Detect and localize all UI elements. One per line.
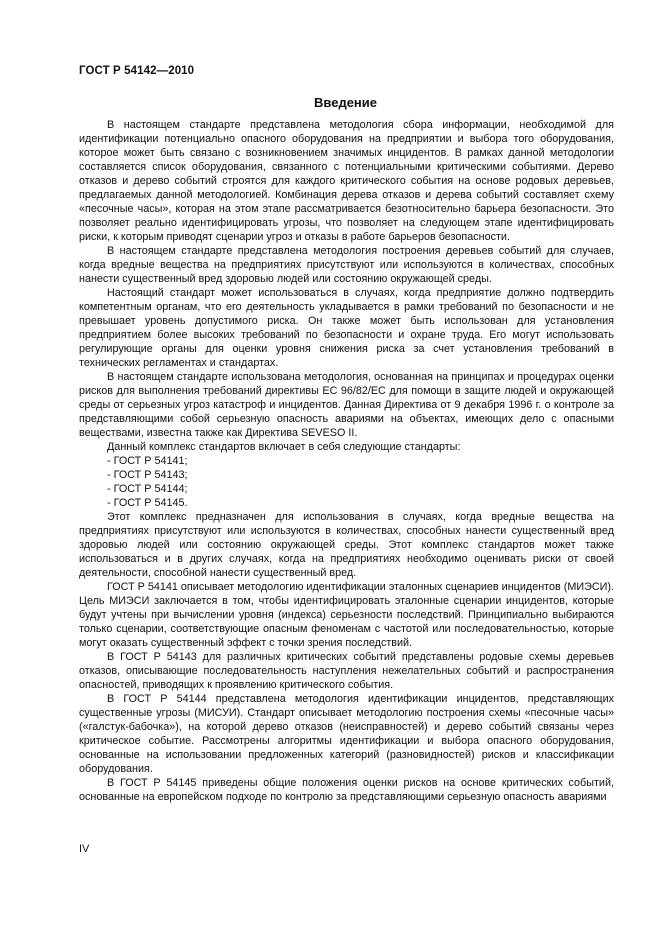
paragraph: В ГОСТ Р 54144 представлена методология идентификации инцидентов, представляющих существенные угрозы (МИСУИ). Стандарт описывает методологию построения схемы «песочные часы» («галстук-бабочка»), на которой дерево отказов (неисправностей) и дерево событий связаны через критическое событие. Рассмотрены алгоритмы идентификации и выбора опасного оборудования, основанные на использовании предложенных категорий (разновидностей) рисков и классификации оборудования.: [79, 693, 614, 775]
paragraph: ГОСТ Р 54141 описывает методологию идентификации эталонных сценариев инцидентов (МИЭСИ). Цель МИЭСИ заключается в том, чтобы идентифицировать эталонные сценарии инцидентов, которые будут учтены при вычислении уровня (индекса) серьезности последствий. Принципиально выбираются только сценарии, соответствующие опасным феноменам с частотой или последовательностью, которые могут оказать существенный эффект с точки зрения последствий.: [79, 581, 614, 649]
paragraph: В настоящем стандарте использована методология, основанная на принципах и процедурах оценки рисков для выполнения требований директивы ЕС 96/82/ЕС для помощи в защите людей и окружающей среды от серьезных угроз катастроф и инцидентов. Данная Директива от 9 декабря 1996 г. о контроле за представляющими собой серьезную опасность авариями на объектах, имеющих дело с опасными веществами, известна также как Директива SEVESO II.: [79, 371, 614, 439]
paragraph: В ГОСТ Р 54145 приведены общие положения оценки рисков на основе критических событий, основанные на европейском подходе по контролю за представляющими серьезную опасность авариями: [79, 777, 614, 803]
page-number: IV: [79, 843, 90, 855]
paragraph: Этот комплекс предназначен для использования в случаях, когда вредные вещества на предприятиях присутствуют или используются в количествах, способных нанести существенный вред здоровью людей или состоянию окружающей среды. Этот комплекс стандартов может также использоваться и в других случаях, когда на предприятиях необходимо оценивать риски от своей деятельности, способной нанести существенный вред.: [79, 511, 614, 579]
paragraph: В ГОСТ Р 54143 для различных критических событий представлены родовые схемы деревьев отказов, описывающие последовательность наступления нежелательных событий и распространения опасностей, приводящих к проявлению критического события.: [79, 651, 614, 691]
document-code-header: ГОСТ Р 54142—2010: [79, 65, 195, 77]
paragraph: Данный комплекс стандартов включает в себя следующие стандарты:: [107, 441, 461, 453]
list-item: - ГОСТ Р 54144;: [107, 483, 188, 495]
paragraph: В настоящем стандарте представлена методология построения деревьев событий для случаев, когда вредные вещества на предприятиях присутствуют или используются в количествах, способных нанести существенный вред здоровью людей или состоянию окружающей среды.: [79, 245, 614, 285]
paragraph: В настоящем стандарте представлена методология сбора информации, необходимой для идентификации потенциально опасного оборудования на предприятии и выбора того оборудования, которое может быть связано с возникновением значимых инцидентов. В рамках данной методологии составляется список оборудования, связанного с потенциальными критическими событиями. Дерево отказов и дерево событий строятся для каждого критического события на основе родовых деревьев, предлагаемых данной методологией. Комбинация дерева отказов и дерева событий составляет схему «песочные часы», которая на этом этапе рассматривается безотносительно барьера безопасности. Это позволяет реально идентифицировать угрозы, что позволяет на следующем этапе идентифицировать риски, к которым приводят сценарии угроз и отказы в работе барьеров безопасности.: [79, 119, 614, 243]
list-item: - ГОСТ Р 54143;: [107, 469, 188, 481]
section-title: Введение: [314, 95, 377, 110]
list-item: - ГОСТ Р 54141;: [107, 455, 188, 467]
body-text: [79, 118, 614, 804]
paragraph: Настоящий стандарт может использоваться в случаях, когда предприятие должно подтвердить компетентным органам, что его деятельность укладывается в рамки требований по безопасности и не превышает уровень допустимого риска. Он также может быть использован для установления предприятием более высоких требований по безопасности и охране труда. Его могут использовать регулирующие органы для оценки уровня снижения риска за счет установления требований в технических регламентах и стандартах.: [79, 287, 614, 369]
list-item: - ГОСТ Р 54145.: [107, 497, 188, 509]
